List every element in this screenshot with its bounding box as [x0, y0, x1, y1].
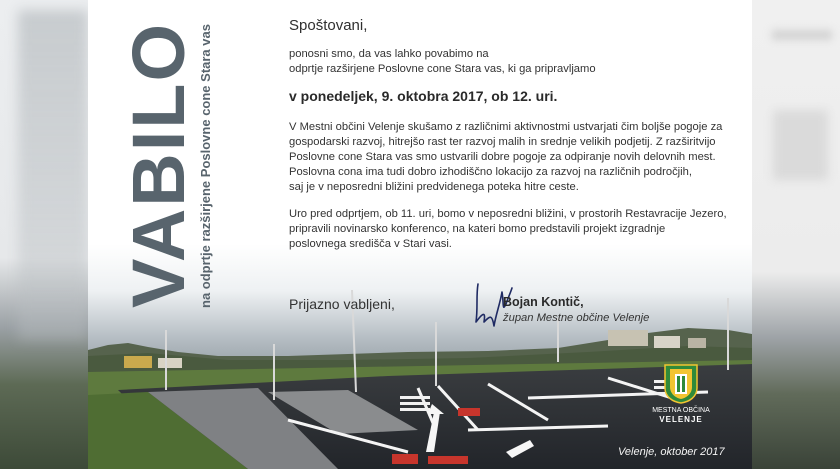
crest-label-bottom: VELENJE [659, 415, 703, 424]
intro-line: ponosni smo, da vas lahko povabimo na [289, 48, 489, 60]
signatory-name: Bojan Kontič, [503, 295, 584, 309]
intro-line: odprtje razširjene Poslovne cone Stara vas, ki ga pripravljamo [289, 63, 596, 75]
blurred-right-margin [752, 0, 840, 469]
signatory-title: župan Mestne občine Velenje [503, 312, 650, 324]
blurred-left-margin [0, 0, 88, 469]
subtitle-line: Poslovne cone Stara vas [198, 24, 213, 178]
paragraph-line: poslovnega središča v Stari vasi. [289, 238, 452, 250]
event-date: v ponedeljek, 9. oktobra 2017, ob 12. uri. [289, 88, 558, 104]
blurred-text-shadow [772, 30, 832, 40]
blurred-title-shadow [18, 10, 88, 340]
intro-paragraph [289, 47, 739, 77]
greeting: Spoštovani, [289, 17, 368, 34]
paragraph-line: Uro pred odprtjem, ob 11. uri, bomo v neposredni bližini, v prostorih Restavracije Jezero, [289, 208, 727, 220]
crest-label-top: MESTNA OBČINA [652, 407, 710, 414]
paragraph-line: Poslovne cone Stara vas smo ustvarili dobre pogoje za odpiranje novih delovnih mest. [289, 151, 716, 163]
paragraph-line: Poslovna cona ima tudi dobro izhodiščno lokacijo za razvoj na različnih področjih, [289, 166, 692, 178]
paragraph-line: V Mestni občini Velenje skušamo z različnimi aktivnostmi ustvarjati čim boljše pogoje za [289, 121, 723, 133]
paragraph-press-conference [289, 207, 739, 252]
velenje-coat-of-arms-icon [664, 364, 698, 404]
letter-body [289, 18, 739, 264]
invitation-title: VABILO [117, 21, 200, 308]
blurred-text-shadow [773, 110, 828, 180]
paragraph-line: gospodarski razvoj, hitrejšo rast ter razvoj malih in srednje velikih podjetij. Z razširitvijo [289, 136, 716, 148]
closing-line: Prijazno vabljeni, [289, 296, 395, 312]
invitation-subtitle [198, 24, 214, 308]
paragraph-line: saj je v neposredni bližini predvidenega poteka hitre ceste. [289, 181, 579, 193]
paragraph-line: pripravili novinarsko konferenco, na kateri bomo predstavili projekt izgradnje [289, 223, 666, 235]
title-block [118, 8, 228, 308]
place-and-date: Velenje, oktober 2017 [618, 446, 725, 458]
invitation-card [88, 0, 752, 469]
paragraph-development [289, 120, 739, 195]
subtitle-line: na odprtje razširjene [198, 180, 213, 308]
